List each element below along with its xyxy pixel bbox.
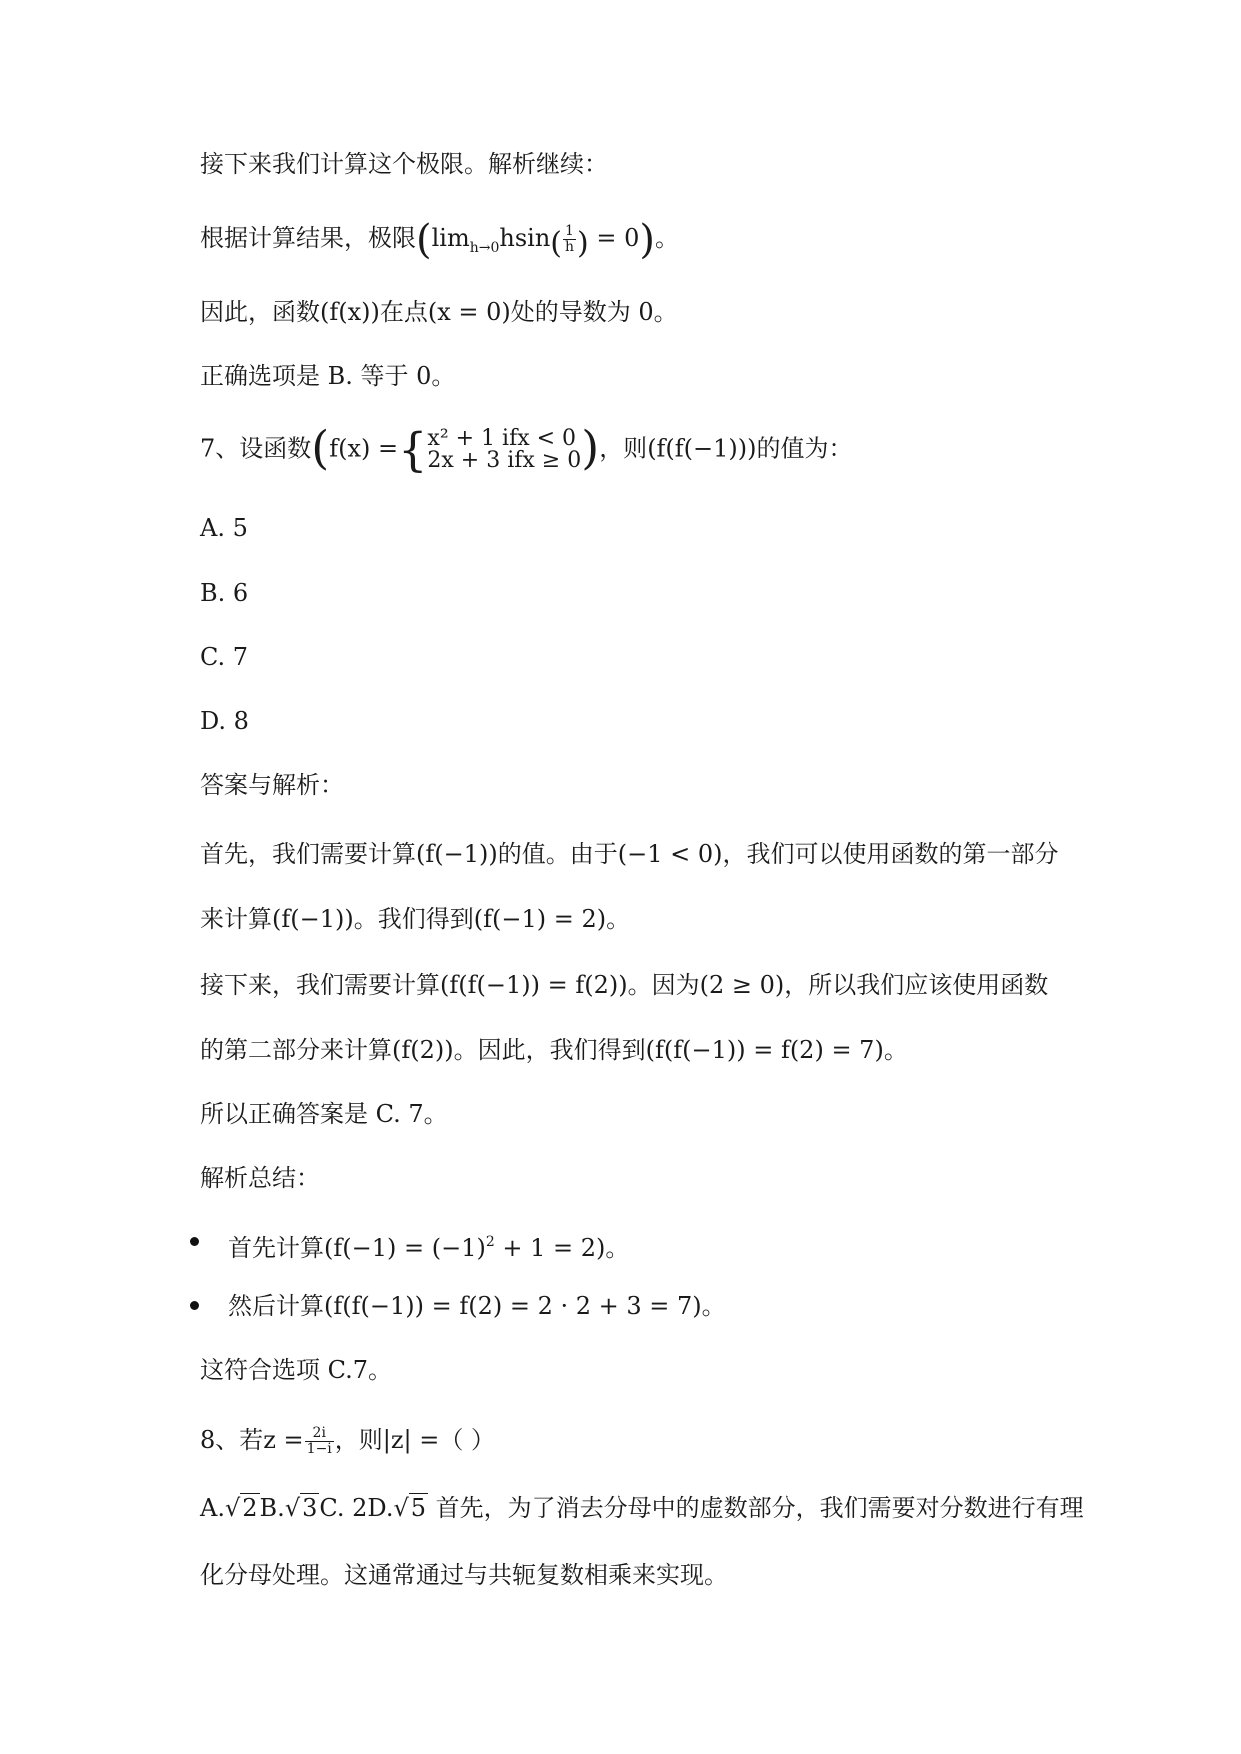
piecewise-cases: x² + 1 ifx < 0 2x + 3 ifx ≥ 0 bbox=[427, 426, 582, 473]
options-line: A.√2B.√3C. 2D.√5 首先，为了消去分母中的虚数部分，我们需要对分数进行有理 bbox=[200, 1494, 1084, 1522]
text-line: 来计算(f(−1))。我们得到(f(−1) = 2)。 bbox=[200, 905, 631, 933]
option-c: C. 7 bbox=[200, 643, 249, 671]
option-a: A. 5 bbox=[200, 514, 248, 542]
sqrt-symbol: √5 bbox=[393, 1494, 427, 1522]
text-line: 这符合选项 C.7。 bbox=[200, 1356, 393, 1384]
text-line: 化分母处理。这通常通过与共轭复数相乘来实现。 bbox=[200, 1561, 728, 1589]
list-item: 首先计算$(f(-1) = (-1)^2 + 1 = 2)$。 bbox=[228, 1234, 630, 1262]
bullet-icon bbox=[190, 1301, 199, 1310]
option-b: B. 6 bbox=[200, 579, 249, 607]
fraction: $\frac{1}{h}$ bbox=[565, 223, 575, 255]
fraction: $\frac{2i}{1-i}$ bbox=[306, 1425, 332, 1457]
question-8: 8、若z = $\frac{2i}{1-i}$ ，则|z| =（ ） bbox=[200, 1425, 495, 1457]
text-line: 因此，函数(f(x))在点(x = 0)处的导数为 0。 bbox=[200, 298, 678, 326]
limit-result-line: 根据计算结果，极限($\lim_{h\to 0}hsin$( $\frac{1}{h}$ ) = 0)。 bbox=[200, 217, 680, 263]
text-line: 的第二部分来计算(f(2))。因此，我们得到(f(f(−1)) = f(2) = 7)。 bbox=[200, 1036, 908, 1064]
text-line: 首先，我们需要计算(f(−1))的值。由于(−1 < 0)，我们可以使用函数的第一部分 bbox=[200, 840, 1059, 868]
text-line: 接下来，我们需要计算(f(f(−1)) = f(2))。因为(2 ≥ 0)，所以我们应该使用函数 bbox=[200, 971, 1049, 999]
sqrt-symbol: √3 bbox=[284, 1494, 318, 1522]
summary-heading: 解析总结： bbox=[200, 1164, 320, 1192]
sqrt-symbol: √2 bbox=[224, 1494, 258, 1522]
bullet-icon bbox=[190, 1237, 199, 1246]
list-item: 然后计算(f(f(−1)) = f(2) = 2 · 2 + 3 = 7)。 bbox=[228, 1292, 726, 1320]
option-d: D. 8 bbox=[200, 707, 249, 735]
question-7: 7、设函数(f(x) ={ x² + 1 ifx < 0 2x + 3 ifx ≥ 0 )，则(f(f(−1)))的值为： bbox=[200, 420, 853, 477]
answer-heading: 答案与解析： bbox=[200, 771, 344, 799]
text-line: 正确选项是 B. 等于 0。 bbox=[200, 362, 456, 390]
text-line: 接下来我们计算这个极限。解析继续： bbox=[200, 150, 608, 178]
text-line: 所以正确答案是 C. 7。 bbox=[200, 1100, 448, 1128]
